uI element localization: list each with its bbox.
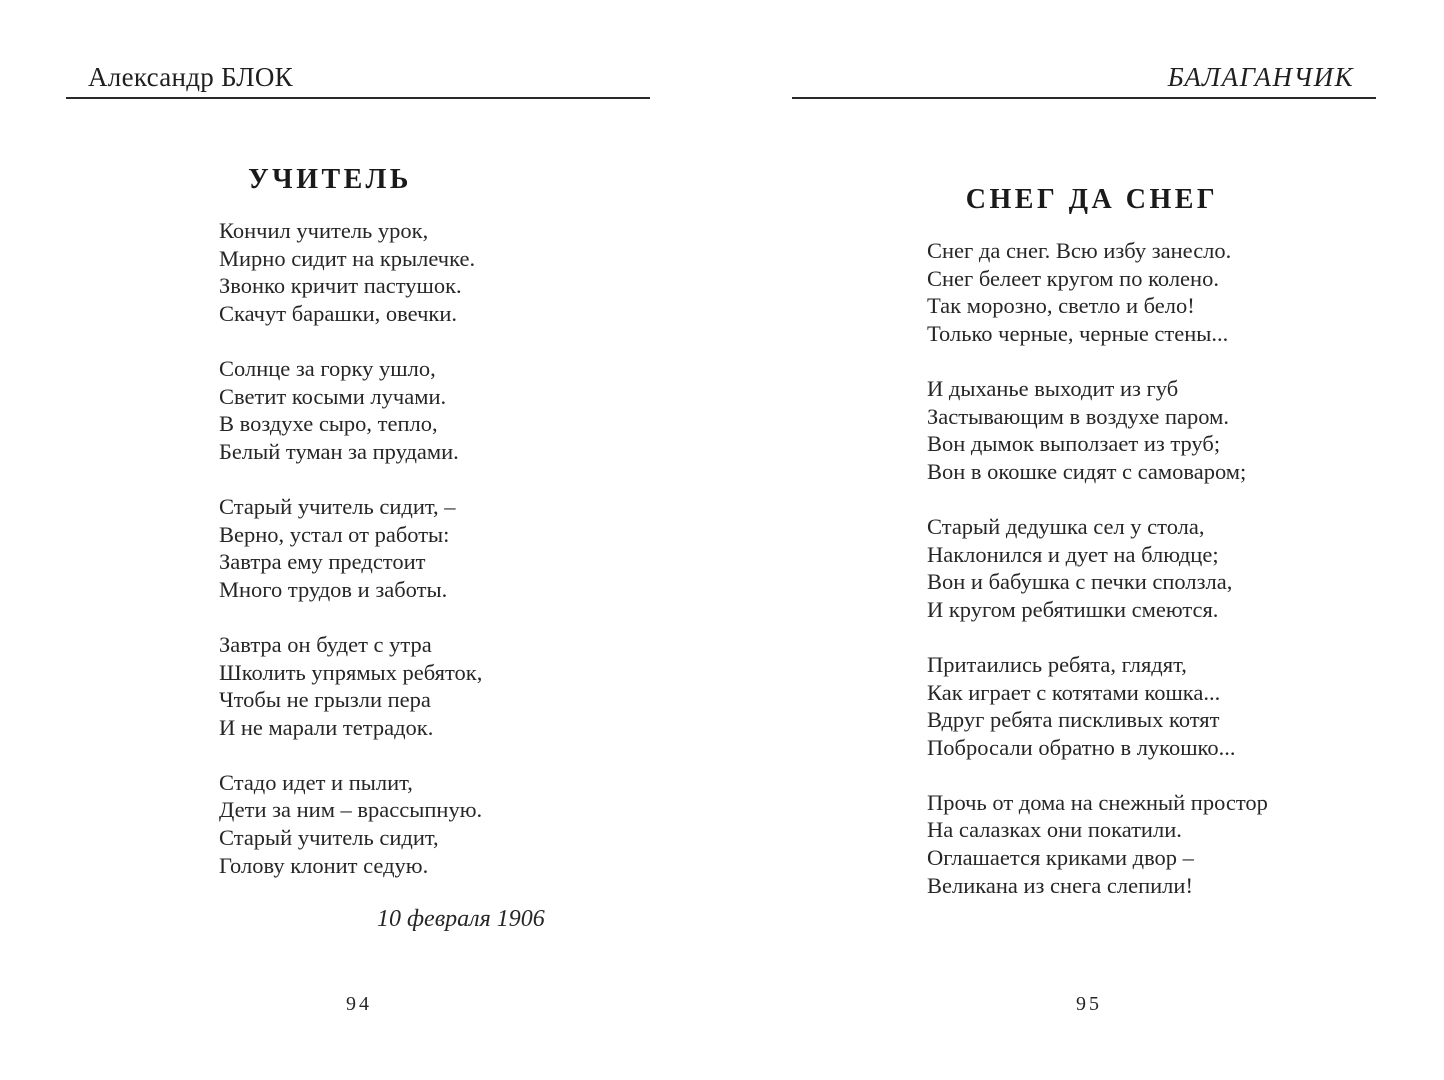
poem-line: Завтра он будет с утра — [219, 631, 432, 657]
stanza — [219, 355, 482, 465]
poem-line: Старый учитель сидит, – — [219, 493, 456, 519]
poem-line: Светит косыми лучами. — [219, 383, 447, 409]
poem-line: Великана из снега слепили! — [927, 872, 1193, 898]
running-head-author: Александр БЛОК — [88, 62, 293, 92]
poem-line: Вдруг ребята пискливых котят — [927, 707, 1220, 733]
poem-line: Чтобы не грызли пера — [219, 687, 431, 713]
stanza — [219, 493, 482, 603]
poem-line: Снег да снег. Всю избу занесло. — [927, 238, 1232, 263]
poem-title: СНЕГ ДА СНЕГ — [965, 184, 1219, 215]
stanza — [927, 651, 1268, 761]
poem-line: Завтра ему предстоит — [219, 549, 426, 575]
poem-line: Как играет с котятами кошка... — [927, 679, 1221, 705]
poem-line: Притаились ребята, глядят, — [927, 651, 1187, 677]
poem-line: Стадо идет и пылит, — [219, 769, 413, 795]
poem-line: Солнце за горку ушло, — [219, 355, 436, 381]
stanza — [927, 513, 1268, 623]
poem-line: Только черные, черные стены... — [927, 320, 1229, 346]
poem-line: Побросали обратно в лукошко... — [927, 734, 1236, 760]
poem-line: Кончил учитель урок, — [219, 218, 429, 243]
poem-line: Старый учитель сидит, — [219, 825, 439, 851]
poem-title: УЧИТЕЛЬ — [248, 164, 412, 195]
poem-line: Много трудов и заботы. — [219, 576, 448, 602]
poem-line: И кругом ребятишки смеются. — [927, 596, 1219, 622]
poem-line: Мирно сидит на крылечке. — [219, 245, 476, 271]
poem-line: Оглашается криками двор – — [927, 845, 1194, 871]
poem-line: Старый дедушка сел у стола, — [927, 513, 1205, 539]
poem-line: Звонко кричит пастушок. — [219, 273, 462, 299]
poem-line: И дыханье выходит из губ — [927, 375, 1179, 401]
stanza — [219, 217, 482, 327]
page-number: 94 — [346, 993, 372, 1015]
poem-line: Наклонился и дует на блюдце; — [927, 541, 1219, 567]
poem-line: На салазках они покатили. — [927, 817, 1182, 843]
running-head-section: БАЛАГАНЧИК — [1167, 62, 1354, 92]
poem-line: Вон дымок выползает из труб; — [927, 431, 1221, 457]
poem-line: Вон и бабушка с печки сползла, — [927, 569, 1233, 595]
poem-line: Так морозно, светло и бело! — [927, 293, 1195, 319]
right-page — [722, 0, 1444, 1080]
poem-line: Верно, устал от работы: — [219, 521, 450, 547]
poem-body — [219, 217, 482, 879]
stanza — [927, 375, 1268, 485]
poem-line: Школить упрямых ребяток, — [219, 659, 483, 685]
page-number: 95 — [1076, 993, 1102, 1015]
poem-line: Вон в окошке сидят с самоваром; — [927, 458, 1247, 484]
stanza — [219, 769, 482, 879]
poem-line: Застывающим в воздухе паром. — [927, 403, 1229, 429]
poem-line: Белый туман за прудами. — [219, 438, 459, 464]
header-rule — [792, 97, 1376, 99]
poem-line: Голову клонит седую. — [219, 852, 429, 878]
poem-body — [927, 237, 1268, 899]
poem-date: 10 февраля 1906 — [377, 906, 545, 932]
poem-line: Дети за ним – врассыпную. — [219, 797, 483, 823]
stanza — [219, 631, 482, 741]
stanza — [927, 237, 1268, 347]
poem-line: Скачут барашки, овечки. — [219, 300, 458, 326]
header-rule — [66, 97, 650, 99]
poem-line: Снег белеет кругом по колено. — [927, 265, 1219, 291]
poem-line: И не марали тетрадок. — [219, 714, 434, 740]
poem-line: Прочь от дома на снежный простор — [927, 789, 1268, 815]
stanza — [927, 789, 1268, 899]
poem-line: В воздухе сыро, тепло, — [219, 411, 438, 437]
